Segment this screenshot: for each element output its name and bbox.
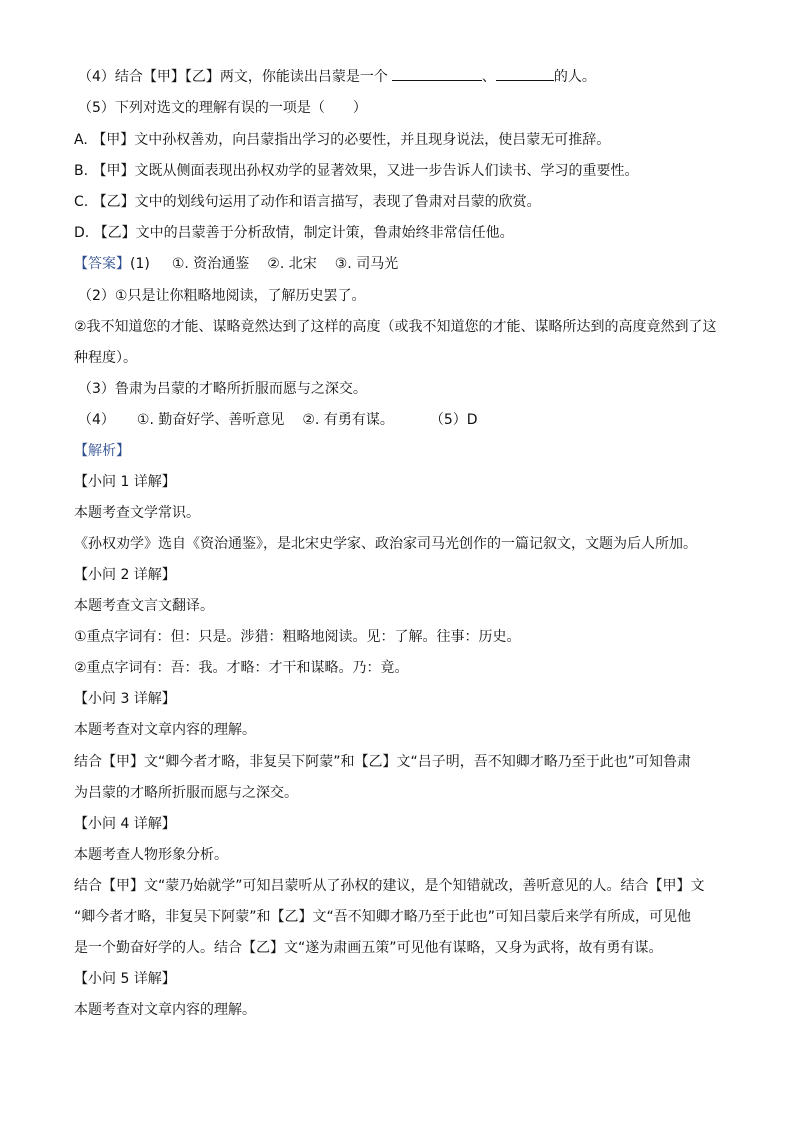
sub-question-4-text-3: “卿今者才略，非复吴下阿蒙”和【乙】文“吾不知卿才略乃至于此也”可知吕蒙后来学有所成，可见他 [74, 909, 692, 925]
option-a: A. 【甲】文中孙权善劝，向吕蒙指出学习的必要性，并且现身说法，使吕蒙无可推辞。 [74, 132, 611, 148]
answer-4-item-2: ②. 有勇有谋。 [302, 412, 394, 428]
answer-3: （3）鲁肃为吕蒙的才略所折服而愿与之深交。 [78, 381, 367, 397]
answer-1-item-2: ②. 北宋 [267, 256, 317, 272]
answer-5: （5）D [429, 412, 478, 428]
sub-question-4-text-1: 本题考查人物形象分析。 [74, 847, 228, 863]
answer-label: 【答案】 [74, 256, 130, 272]
analysis-label: 【解析】 [74, 443, 130, 459]
answer-2-line-3: 种程度）。 [74, 350, 137, 366]
sub-question-1-title: 【小问 1 详解】 [74, 474, 176, 490]
answer-1-item-3: ③. 司马光 [334, 256, 399, 272]
sub-question-3-text-2: 结合【甲】文“卿今者才略，非复吴下阿蒙”和【乙】文“吕子明，吾不知卿才略乃至于此也”可知鲁肃 [74, 754, 692, 770]
answer-1-number: (1) [130, 256, 150, 272]
answer-4-number: （4） [78, 412, 115, 428]
sub-question-3-text-1: 本题考查对文章内容的理解。 [74, 722, 256, 738]
sub-question-2-text-3: ②重点字词有：吾：我。才略：才干和谋略。乃：竟。 [74, 660, 409, 676]
answer-4-item-1: ①. 勤奋好学、善听意见 [136, 412, 285, 428]
answer-2-line-1: （2）①只是让你粗略地阅读，了解历史罢了。 [78, 288, 366, 304]
sub-question-2-text-1: 本题考查文言文翻译。 [74, 598, 214, 614]
question-4-suffix: 的人。 [553, 69, 596, 85]
option-b: B. 【甲】文既从侧面表现出孙权劝学的显著效果，又进一步告诉人们读书、学习的重要性。 [74, 163, 639, 179]
blank-separator: 、 [481, 69, 496, 85]
sub-question-1-text-1: 本题考查文学常识。 [74, 505, 200, 521]
answer-4-5 [78, 410, 478, 430]
sub-question-4-title: 【小问 4 详解】 [74, 816, 176, 832]
sub-question-4-text-2: 结合【甲】文“蒙乃始就学”可知吕蒙听从了孙权的建议，是个知错就改，善听意见的人。结合【甲】文 [74, 878, 705, 894]
sub-question-2-text-2: ①重点字词有：但：只是。涉猎：粗略地阅读。见：了解。往事：历史。 [74, 629, 521, 645]
sub-question-3-text-3: 为吕蒙的才略所折服而愿与之深交。 [74, 785, 298, 801]
option-d: D. 【乙】文中的吕蒙善于分析敌情，制定计策，鲁肃始终非常信任他。 [74, 225, 514, 241]
answer-blank-1[interactable] [392, 66, 482, 81]
question-4-prefix: （4）结合【甲】【乙】两文，你能读出吕蒙是一个 [78, 69, 388, 85]
question-4 [78, 66, 596, 87]
answer-1-item-1: ①. 资治通鉴 [171, 256, 250, 272]
question-5-stem: （5）下列对选文的理解有误的一项是（ ） [78, 100, 367, 116]
answer-blank-2[interactable] [496, 66, 554, 81]
sub-question-5-title: 【小问 5 详解】 [74, 971, 176, 987]
sub-question-5-text-1: 本题考查对文章内容的理解。 [74, 1002, 256, 1018]
sub-question-4-text-4: 是一个勤奋好学的人。结合【乙】文“遂为肃画五策”可见他有谋略，又身为武将，故有勇有谋。 [74, 940, 663, 956]
answer-1 [74, 254, 398, 274]
sub-question-1-text-2: 《孙权劝学》选自《资治通鉴》，是北宋史学家、政治家司马光创作的一篇记叙文，文题为后人所加。 [74, 536, 697, 552]
option-c: C. 【乙】文中的划线句运用了动作和语言描写，表现了鲁肃对吕蒙的欣赏。 [74, 194, 541, 210]
sub-question-3-title: 【小问 3 详解】 [74, 691, 176, 707]
sub-question-2-title: 【小问 2 详解】 [74, 567, 176, 583]
answer-2-line-2: ②我不知道您的才能、谋略竟然达到了这样的高度（或我不知道您的才能、谋略所达到的高度竟然到了这 [74, 319, 717, 335]
